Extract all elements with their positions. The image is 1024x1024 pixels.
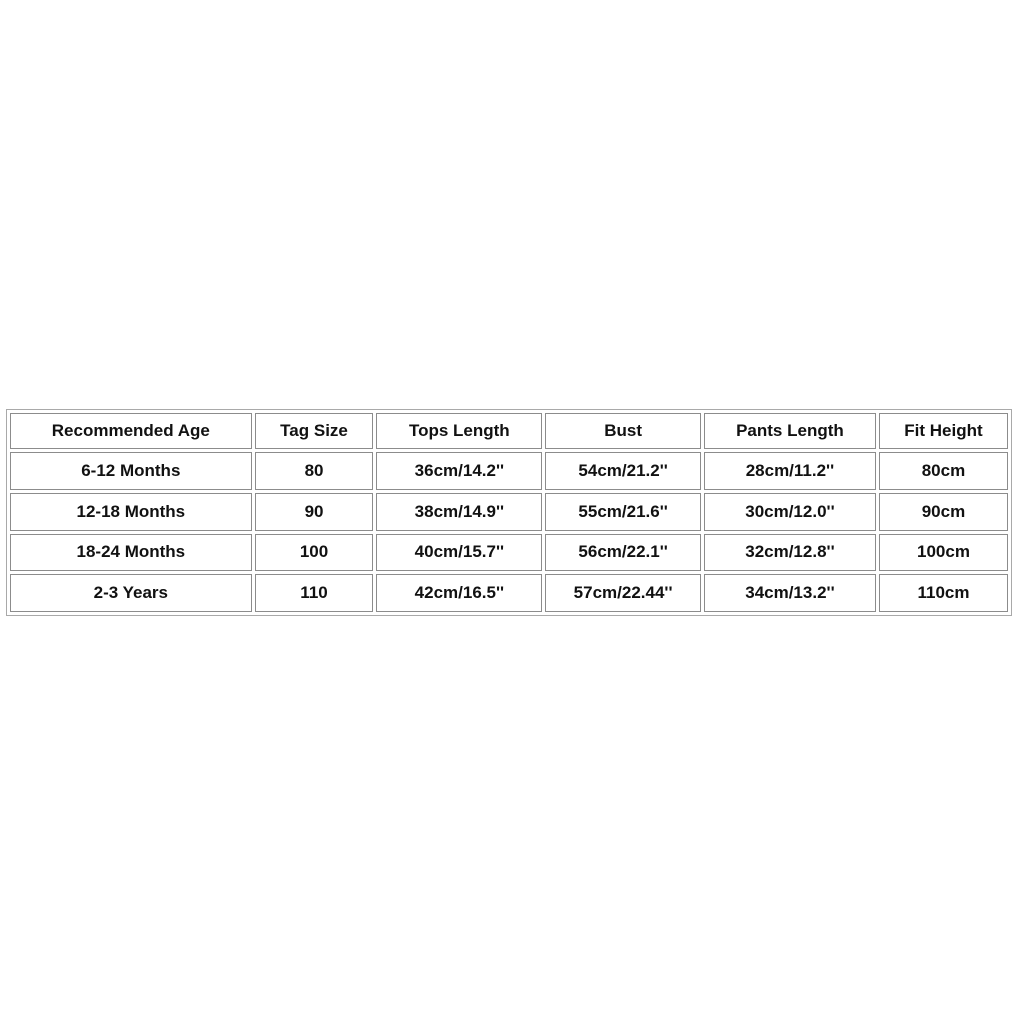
cell-bust: 57cm/22.44'' xyxy=(545,574,701,612)
cell-tops-length: 42cm/16.5'' xyxy=(376,574,542,612)
cell-tag-size: 110 xyxy=(255,574,374,612)
cell-tag-size: 80 xyxy=(255,452,374,490)
cell-fit-height: 110cm xyxy=(879,574,1008,612)
cell-bust: 56cm/22.1'' xyxy=(545,534,701,572)
header-fit-height: Fit Height xyxy=(879,413,1008,449)
cell-tops-length: 36cm/14.2'' xyxy=(376,452,542,490)
table-row xyxy=(10,574,1008,612)
table-row xyxy=(10,452,1008,490)
table-row xyxy=(10,493,1008,531)
cell-tag-size: 90 xyxy=(255,493,374,531)
cell-bust: 55cm/21.6'' xyxy=(545,493,701,531)
cell-pants-length: 32cm/12.8'' xyxy=(704,534,876,572)
header-pants-length: Pants Length xyxy=(704,413,876,449)
cell-tops-length: 40cm/15.7'' xyxy=(376,534,542,572)
cell-fit-height: 90cm xyxy=(879,493,1008,531)
cell-pants-length: 34cm/13.2'' xyxy=(704,574,876,612)
cell-recommended-age: 12-18 Months xyxy=(10,493,252,531)
cell-pants-length: 28cm/11.2'' xyxy=(704,452,876,490)
cell-tag-size: 100 xyxy=(255,534,374,572)
header-tops-length: Tops Length xyxy=(376,413,542,449)
header-recommended-age: Recommended Age xyxy=(10,413,252,449)
table-row xyxy=(10,534,1008,572)
cell-fit-height: 80cm xyxy=(879,452,1008,490)
cell-recommended-age: 18-24 Months xyxy=(10,534,252,572)
cell-fit-height: 100cm xyxy=(879,534,1008,572)
cell-recommended-age: 2-3 Years xyxy=(10,574,252,612)
table-header-row xyxy=(10,413,1008,449)
size-chart-table xyxy=(6,409,1012,616)
cell-recommended-age: 6-12 Months xyxy=(10,452,252,490)
header-bust: Bust xyxy=(545,413,701,449)
cell-pants-length: 30cm/12.0'' xyxy=(704,493,876,531)
cell-bust: 54cm/21.2'' xyxy=(545,452,701,490)
header-tag-size: Tag Size xyxy=(255,413,374,449)
cell-tops-length: 38cm/14.9'' xyxy=(376,493,542,531)
